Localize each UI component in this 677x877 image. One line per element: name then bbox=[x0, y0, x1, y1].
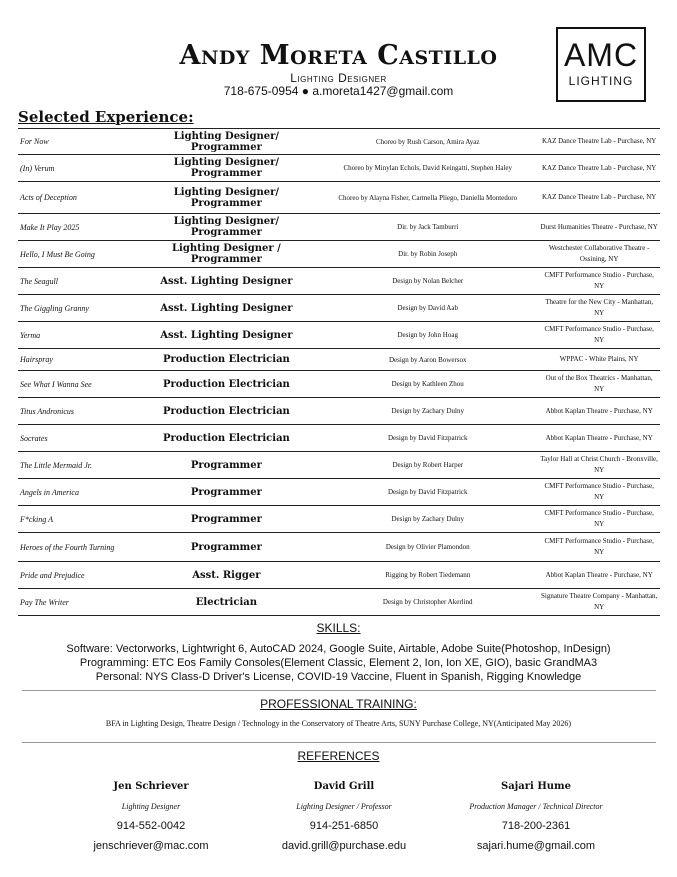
show-title: Angels in America bbox=[18, 479, 136, 506]
venue: Abbot Kaplan Theatre - Purchase, NY bbox=[538, 425, 660, 452]
logo-initials: AMC bbox=[563, 37, 639, 73]
divider bbox=[22, 690, 656, 691]
credit: Design by David Aab bbox=[317, 295, 538, 322]
credit: Design by Aaron Bowersox bbox=[317, 349, 538, 371]
logo-word: LIGHTING bbox=[568, 74, 634, 88]
reference-phone: 914-251-6850 bbox=[309, 820, 379, 832]
skills-list bbox=[0, 642, 677, 684]
experience-table bbox=[18, 128, 660, 616]
skills-programming: Programming: ETC Eos Family Consoles(Element Classic, Element 2, Ion, Ion XE, GIO), basic GrandMA3 bbox=[79, 657, 598, 669]
venue: CMFT Performance Studio - Purchase, NY bbox=[538, 268, 660, 295]
experience-row bbox=[18, 506, 660, 533]
references-heading: REFERENCES bbox=[297, 749, 380, 763]
show-title: Pay The Writer bbox=[18, 589, 136, 616]
role: Electrician bbox=[136, 589, 318, 616]
reference-name: David Grill bbox=[313, 781, 375, 792]
venue: KAZ Dance Theatre Lab - Purchase, NY bbox=[538, 129, 660, 155]
credit: Design by Olivier Plamondon bbox=[317, 533, 538, 562]
reference-3 bbox=[426, 779, 646, 854]
venue: Abbot Kaplan Theatre - Purchase, NY bbox=[538, 398, 660, 425]
role: Lighting Designer/ Programmer bbox=[136, 214, 318, 241]
credit: Choreo by Alayna Fisher, Carmella Pliego, Daniella Montedoro bbox=[317, 182, 538, 214]
venue: WPPAC - White Plains, NY bbox=[538, 349, 660, 371]
venue: KAZ Dance Theatre Lab - Purchase, NY bbox=[538, 155, 660, 182]
role: Asst. Lighting Designer bbox=[136, 322, 318, 349]
credit: Design by David Fitzpatrick bbox=[317, 479, 538, 506]
experience-row bbox=[18, 241, 660, 268]
reference-role: Lighting Designer / Professor bbox=[296, 802, 392, 811]
venue: CMFT Performance Studio - Purchase, NY bbox=[538, 479, 660, 506]
experience-row bbox=[18, 129, 660, 155]
reference-phone: 914-552-0042 bbox=[116, 820, 186, 832]
show-title: Pride and Prejudice bbox=[18, 562, 136, 589]
skills-personal: Personal: NYS Class-D Driver's License, COVID-19 Vaccine, Fluent in Spanish, Rigging Knowledge bbox=[95, 671, 582, 683]
show-title: Yerma bbox=[18, 322, 136, 349]
credit: Design by Robert Harper bbox=[317, 452, 538, 479]
skills-heading: SKILLS: bbox=[316, 621, 361, 635]
experience-row bbox=[18, 398, 660, 425]
divider bbox=[22, 742, 656, 743]
reference-email[interactable]: jenschriever@mac.com bbox=[93, 840, 209, 852]
show-title: Hairspray bbox=[18, 349, 136, 371]
venue: Signature Theatre Company - Manhattan, NY bbox=[538, 589, 660, 616]
role: Programmer bbox=[136, 533, 318, 562]
contact-info: 718-675-0954 ● a.moreta1427@gmail.com bbox=[223, 84, 454, 98]
venue: CMFT Performance Studio - Purchase, NY bbox=[538, 506, 660, 533]
show-title: Socrates bbox=[18, 425, 136, 452]
experience-row bbox=[18, 562, 660, 589]
credit: Dir. by Jack Tamburri bbox=[317, 214, 538, 241]
reference-2 bbox=[234, 779, 454, 854]
experience-row bbox=[18, 589, 660, 616]
credit: Design by Zachary Dulny bbox=[317, 506, 538, 533]
credit: Design by Christopher Akerlind bbox=[317, 589, 538, 616]
experience-heading: Selected Experience: bbox=[18, 108, 194, 126]
reference-email[interactable]: david.grill@purchase.edu bbox=[281, 840, 407, 852]
experience-row bbox=[18, 479, 660, 506]
role: Lighting Designer/ Programmer bbox=[136, 155, 318, 182]
role: Lighting Designer/ Programmer bbox=[136, 129, 318, 155]
venue: Taylor Hall at Christ Church - Bronxville, NY bbox=[538, 452, 660, 479]
reference-phone: 718-200-2361 bbox=[501, 820, 571, 832]
credit: Design by David Fitzpatrick bbox=[317, 425, 538, 452]
role: Production Electrician bbox=[136, 349, 318, 371]
show-title: The Little Mermaid Jr. bbox=[18, 452, 136, 479]
reference-email[interactable]: sajari.hume@gmail.com bbox=[476, 840, 596, 852]
venue: Out of the Box Theatrics - Manhattan, NY bbox=[538, 371, 660, 398]
venue: Theatre for the New City - Manhattan, NY bbox=[538, 295, 660, 322]
show-title: Heroes of the Fourth Turning bbox=[18, 533, 136, 562]
credit: Design by Zachary Dulny bbox=[317, 398, 538, 425]
role: Asst. Rigger bbox=[136, 562, 318, 589]
job-title: Lighting Designer bbox=[290, 71, 387, 85]
experience-row bbox=[18, 268, 660, 295]
role: Asst. Lighting Designer bbox=[136, 268, 318, 295]
experience-row bbox=[18, 322, 660, 349]
experience-row bbox=[18, 452, 660, 479]
credit: Choreo by Rush Carson, Amira Ayaz bbox=[317, 129, 538, 155]
show-title: Make It Play 2025 bbox=[18, 214, 136, 241]
venue: Durst Humanities Theatre - Purchase, NY bbox=[538, 214, 660, 241]
reference-role: Lighting Designer bbox=[121, 802, 181, 811]
venue: Abbot Kaplan Theatre - Purchase, NY bbox=[538, 562, 660, 589]
experience-row bbox=[18, 425, 660, 452]
venue: CMFT Performance Studio - Purchase, NY bbox=[538, 533, 660, 562]
experience-row bbox=[18, 533, 660, 562]
reference-role: Production Manager / Technical Director bbox=[469, 802, 603, 811]
show-title: F*cking A bbox=[18, 506, 136, 533]
training-heading: PROFESSIONAL TRAINING: bbox=[260, 697, 417, 711]
reference-1 bbox=[41, 779, 261, 854]
credit: Design by John Hoag bbox=[317, 322, 538, 349]
show-title: Hello, I Must Be Going bbox=[18, 241, 136, 268]
role: Production Electrician bbox=[136, 398, 318, 425]
role: Lighting Designer / Programmer bbox=[136, 241, 318, 268]
role: Lighting Designer/ Programmer bbox=[136, 182, 318, 214]
show-title: Acts of Deception bbox=[18, 182, 136, 214]
experience-row bbox=[18, 349, 660, 371]
role: Asst. Lighting Designer bbox=[136, 295, 318, 322]
show-title: Titus Andronicus bbox=[18, 398, 136, 425]
credit: Design by Kathleen Zhou bbox=[317, 371, 538, 398]
amc-lighting-logo bbox=[556, 27, 646, 102]
role: Programmer bbox=[136, 452, 318, 479]
reference-name: Jen Schriever bbox=[113, 781, 189, 792]
role: Programmer bbox=[136, 506, 318, 533]
credit: Rigging by Robert Tiedemann bbox=[317, 562, 538, 589]
experience-row bbox=[18, 295, 660, 322]
reference-name: Sajari Hume bbox=[500, 781, 571, 792]
credit: Design by Nolan Belcher bbox=[317, 268, 538, 295]
experience-row bbox=[18, 214, 660, 241]
show-title: See What I Wanna See bbox=[18, 371, 136, 398]
credit: Dir. by Robin Joseph bbox=[317, 241, 538, 268]
experience-row bbox=[18, 371, 660, 398]
experience-row bbox=[18, 155, 660, 182]
show-title: The Giggling Granny bbox=[18, 295, 136, 322]
venue: KAZ Dance Theatre Lab - Purchase, NY bbox=[538, 182, 660, 214]
venue: Westchester Collaborative Theatre - Ossining, NY bbox=[538, 241, 660, 268]
role: Production Electrician bbox=[136, 371, 318, 398]
experience-row bbox=[18, 182, 660, 214]
skills-software: Software: Vectorworks, Lightwright 6, AutoCAD 2024, Google Suite, Airtable, Adobe Suite(Photoshop, InDesign) bbox=[66, 643, 611, 655]
resume-name: Andy Moreta Castillo bbox=[179, 40, 498, 71]
show-title: (In) Verum bbox=[18, 155, 136, 182]
show-title: For Now bbox=[18, 129, 136, 155]
role: Programmer bbox=[136, 479, 318, 506]
training-text: BFA in Lighting Design, Theatre Design / Technology in the Conservatory of Theatre Arts, SUNY Purchase College, NY(Anticipated May 2026) bbox=[105, 719, 572, 728]
venue: CMFT Performance Studio - Purchase, NY bbox=[538, 322, 660, 349]
credit: Choreo by Minylan Echols, David Keingatti, Stephen Haley bbox=[317, 155, 538, 182]
role: Production Electrician bbox=[136, 425, 318, 452]
show-title: The Seagull bbox=[18, 268, 136, 295]
